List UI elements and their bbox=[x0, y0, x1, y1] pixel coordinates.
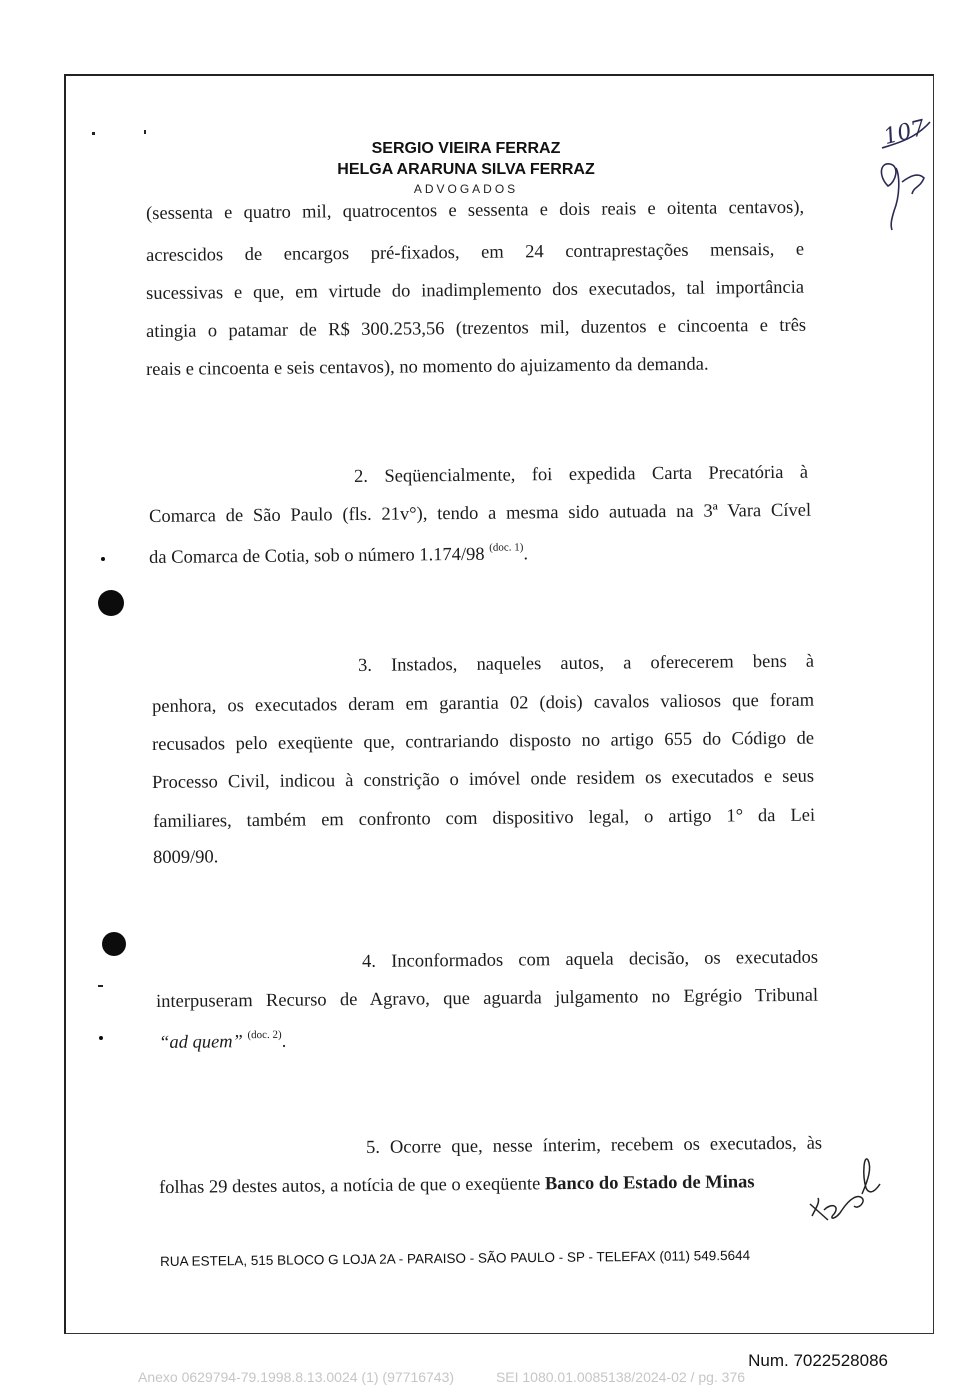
handwritten-folio-mark bbox=[874, 116, 934, 236]
para-4-line-1: 4. Inconformados com aquela decisão, os executados bbox=[362, 947, 819, 972]
scan-speck bbox=[99, 1036, 103, 1040]
para-3-line-1: 3. Instados, naqueles autos, a oferecerem bens à bbox=[358, 651, 815, 676]
para-5-line-1: 5. Ocorre que, nesse ínterim, recebem os executados, às bbox=[366, 1133, 823, 1158]
para-5-line-2 bbox=[159, 1172, 755, 1199]
handwritten-initials bbox=[806, 1154, 886, 1234]
para-2-line-3 bbox=[149, 541, 528, 569]
annex-ref: Anexo 0629794-79.1998.8.13.0024 (1) (97716743) bbox=[138, 1369, 455, 1385]
para-3-line-4: Processo Civil, indicou à constrição o imóvel onde residem os executados e seus bbox=[152, 766, 815, 793]
para-2-line-2: Comarca de São Paulo (fls. 21v°), tendo a mesma sido autuada na 3ª Vara Cível bbox=[149, 500, 812, 527]
doc-1-note: (doc. 1) bbox=[489, 541, 524, 554]
letterhead-subtitle: ADVOGADOS bbox=[413, 182, 519, 196]
para-2-line-3-text: da Comarca de Cotia, sob o número 1.174/98 bbox=[149, 544, 485, 568]
sei-ref: SEI 1080.01.0085138/2024-02 / pg. 376 bbox=[495, 1369, 746, 1385]
lawyer-name-1: SERGIO VIEIRA FERRAZ bbox=[371, 140, 561, 157]
bank-name: Banco do Estado de Minas bbox=[544, 1172, 755, 1195]
scanned-page bbox=[64, 74, 934, 1334]
para-3-line-5: familiares, também em confronto com dispositivo legal, o artigo 1° da Lei bbox=[153, 805, 816, 832]
para-1-line-1: (sessenta e quatro mil, quatrocentos e sessenta e dois reais e oitenta centavos), bbox=[146, 197, 805, 224]
annex-reference-line bbox=[138, 1369, 783, 1385]
scan-speck bbox=[98, 985, 103, 987]
lawyer-name-2: HELGA ARARUNA SILVA FERRAZ bbox=[337, 161, 595, 178]
para-4-line-3 bbox=[159, 1029, 286, 1054]
para-2-end: . bbox=[523, 544, 529, 565]
doc-2-note: (doc. 2) bbox=[247, 1028, 282, 1042]
para-4-line-2: interpuseram Recurso de Agravo, que aguarda julgamento no Egrégio Tribunal bbox=[156, 985, 819, 1012]
para-1-line-4: atingia o patamar de R$ 300.253,56 (trezentos mil, duzentos e cincoenta e três bbox=[146, 315, 807, 342]
para-3-line-6: 8009/90. bbox=[153, 847, 219, 868]
handwritten-page-number: 107 bbox=[881, 116, 928, 151]
para-3-line-3: recusados pelo exeqüente que, contrariando disposto no artigo 655 do Código de bbox=[152, 728, 815, 755]
para-1-line-2: acrescidos de encargos pré-fixados, em 24 contraprestações mensais, e bbox=[146, 239, 805, 266]
footer-address: RUA ESTELA, 515 BLOCO G LOJA 2A - PARAISO - SÃO PAULO - SP - TELEFAX (011) 549.5644 bbox=[160, 1247, 751, 1269]
punch-hole bbox=[98, 590, 124, 616]
para-5-line-2-text: folhas 29 destes autos, a notícia de que o exeqüente bbox=[159, 1174, 541, 1198]
scan-speck bbox=[101, 557, 105, 561]
ad-quem-quote: “ad quem” bbox=[159, 1032, 243, 1053]
document-number: Num. 7022528086 bbox=[748, 1351, 888, 1370]
para-2-line-1: 2. Seqüencialmente, foi expedida Carta Precatória à bbox=[354, 462, 809, 487]
scan-speck bbox=[144, 130, 146, 134]
punch-hole bbox=[102, 932, 126, 956]
para-4-end: . bbox=[281, 1031, 287, 1052]
scan-speck bbox=[92, 132, 95, 135]
para-1-line-3: sucessivas e que, em virtude do inadimplemento dos executados, tal importância bbox=[146, 277, 805, 304]
para-1-line-5: reais e cincoenta e seis centavos), no momento do ajuizamento da demanda. bbox=[146, 354, 709, 380]
para-3-line-2: penhora, os executados deram em garantia 02 (dois) cavalos valiosos que foram bbox=[152, 690, 815, 717]
